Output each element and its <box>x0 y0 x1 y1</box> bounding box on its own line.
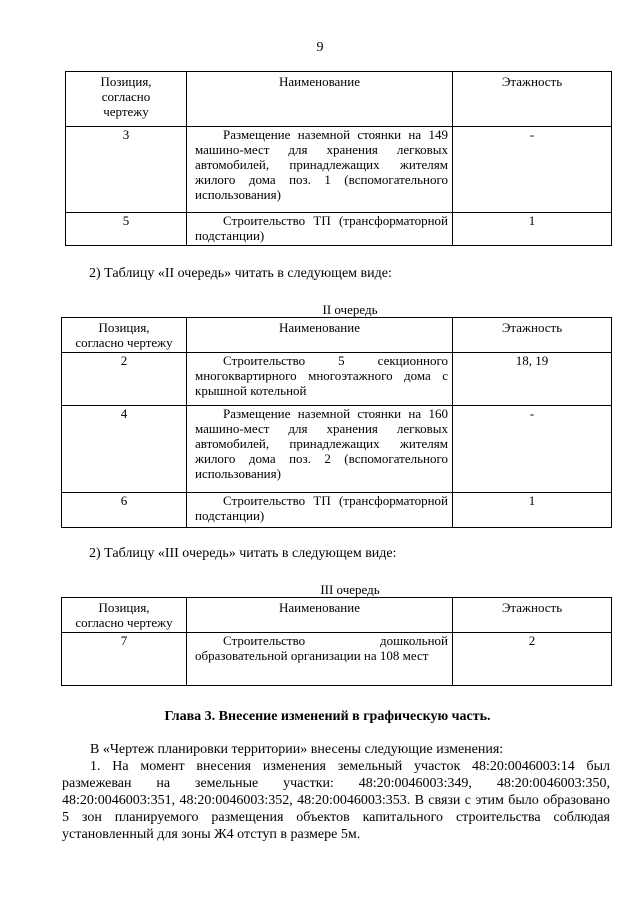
cell-name <box>187 353 453 406</box>
table-row <box>66 127 612 213</box>
header-position: Позиция, согласно чертежу <box>62 598 187 633</box>
table-header-row <box>66 72 612 127</box>
cell-name <box>187 406 453 493</box>
cell-name <box>187 213 453 246</box>
paragraph-table-2-intro: 2) Таблицу «II очередь» читать в следующем виде: <box>89 266 392 281</box>
cell-name-text: Размещение наземной стоянки на 149 машино-мест для хранения легковых автомобилей, принадлежащих жителям жилого дома поз. 1 (вспомогательного использования) <box>195 127 448 202</box>
page-number: 9 <box>316 40 324 55</box>
cell-name <box>187 127 453 213</box>
cell-name <box>187 633 453 686</box>
header-floors: Этажность <box>453 318 612 353</box>
table-row <box>62 406 612 493</box>
table-header-row <box>62 598 612 633</box>
cell-floors: 1 <box>453 493 612 528</box>
table-2-caption: II очередь <box>322 302 378 317</box>
cell-position: 2 <box>62 353 187 406</box>
table-second-stage <box>61 317 612 528</box>
chapter-title: Глава 3. Внесение изменений в графическую часть. <box>164 709 491 724</box>
cell-floors: - <box>453 127 612 213</box>
cell-floors: 18, 19 <box>453 353 612 406</box>
cell-position: 7 <box>62 633 187 686</box>
cell-name-text: Строительство 5 секционного многоквартирного многоэтажного дома с крышной котельной <box>195 353 448 398</box>
cell-floors: 2 <box>453 633 612 686</box>
body-item-1: 1. На момент внесения изменения земельный участок 48:20:0046003:14 был размежеван на земельные участки: 48:20:0046003:349, 48:20:0046003:350, 48:20:0046003:351, 48:20:0046003:352, 48:20:0046003:353. В связи с этим было образовано 5 зон планируемого размещения объектов капитального строительства соблюдая установленный для зоны Ж4 отступ в размере 5м. <box>62 759 610 842</box>
paragraph-table-3-intro: 2) Таблицу «III очередь» читать в следующем виде: <box>89 546 397 561</box>
table-first-stage <box>65 71 612 246</box>
table-header-row <box>62 318 612 353</box>
chapter-body <box>62 741 610 843</box>
cell-floors: 1 <box>453 213 612 246</box>
cell-name-text: Строительство дошкольной образовательной организации на 108 мест <box>195 633 448 663</box>
table-third-stage <box>61 597 612 686</box>
cell-name-text: Строительство ТП (трансформаторной подстанции) <box>195 493 448 523</box>
cell-floors: - <box>453 406 612 493</box>
table-row <box>62 633 612 686</box>
table-row <box>62 353 612 406</box>
cell-name-text: Строительство ТП (трансформаторной подстанции) <box>195 213 448 243</box>
table-row <box>62 493 612 528</box>
header-name: Наименование <box>187 598 453 633</box>
cell-position: 3 <box>66 127 187 213</box>
header-floors: Этажность <box>453 598 612 633</box>
cell-position: 6 <box>62 493 187 528</box>
header-floors: Этажность <box>453 72 612 127</box>
header-name: Наименование <box>187 318 453 353</box>
header-position: Позиция, согласно чертежу <box>66 72 187 127</box>
header-name: Наименование <box>187 72 453 127</box>
cell-position: 4 <box>62 406 187 493</box>
cell-name <box>187 493 453 528</box>
table-row <box>66 213 612 246</box>
table-3-caption: III очередь <box>320 582 380 597</box>
body-intro: В «Чертеж планировки территории» внесены следующие изменения: <box>90 742 504 757</box>
header-position: Позиция, согласно чертежу <box>62 318 187 353</box>
cell-name-text: Размещение наземной стоянки на 160 машино-мест для хранения легковых автомобилей, принадлежащих жителям жилого дома поз. 2 (вспомогательного использования) <box>195 406 448 481</box>
cell-position: 5 <box>66 213 187 246</box>
